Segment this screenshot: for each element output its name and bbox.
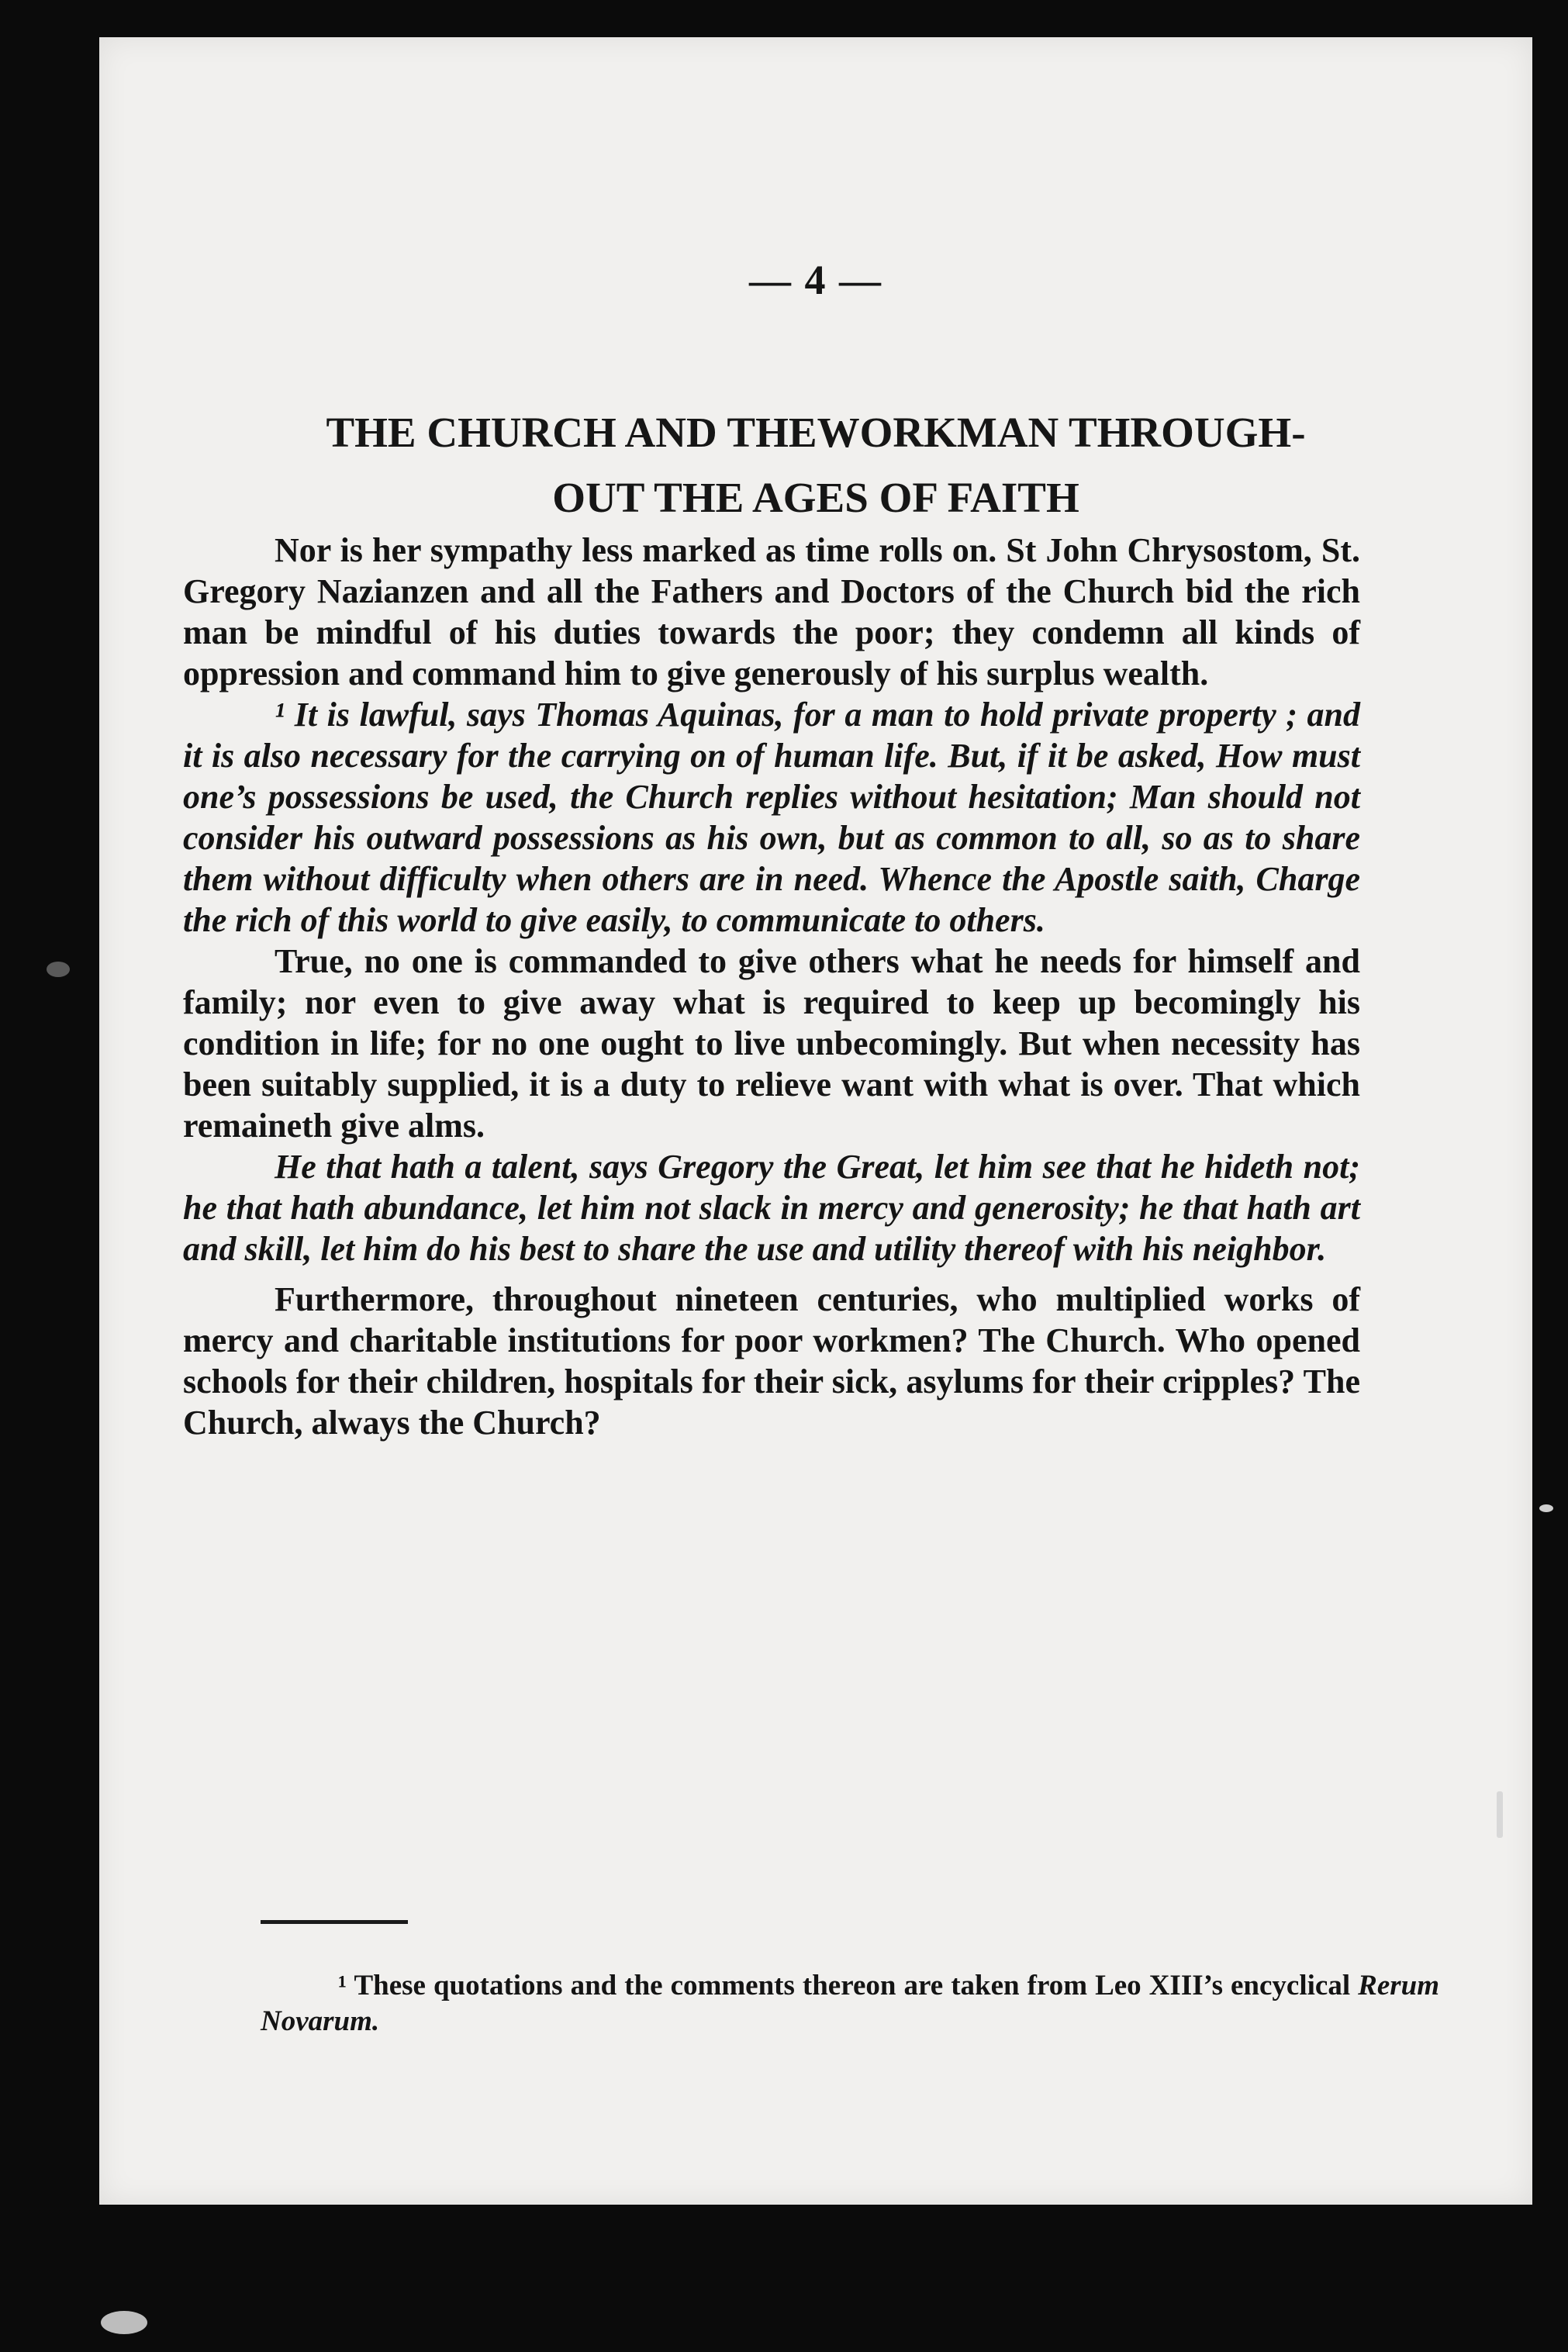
scan-speck xyxy=(1539,1504,1553,1512)
body-text xyxy=(183,530,1360,1443)
footnote-paragraph xyxy=(261,1968,1439,2039)
footnote-separator-rule xyxy=(261,1920,408,1924)
chapter-title-line-2: OUT THE AGES OF FAITH xyxy=(552,474,1079,521)
footnote-encyclical-title: Rerum Novarum. xyxy=(261,1970,1439,2037)
footnote-text: ¹ These quotations and the comments thereon are taken from Leo XIII’s encyclical xyxy=(338,1970,1351,2001)
paragraph-4-gregory-quote: He that hath a talent, says Gregory the Great, let him see that he hideth not; he that hath abundance, let him not slack in mercy and generosity; he that hath art and skill, let him do his best to share the use and utility thereof with his neighbor. xyxy=(183,1148,1360,1268)
paragraph-5: Furthermore, throughout nineteen centuries, who multiplied works of mercy and charitable institutions for poor workmen? The Church. Who opened schools for their children, hospitals for their sick, asylums for their cripples? The Church, always the Church? xyxy=(183,1280,1360,1442)
paragraph-2-aquinas-quote: ¹ It is lawful, says Thomas Aquinas, for a man to hold private property ; and it is also necessary for the carrying on of human life. But, if it be asked, How must one’s possessions be used, the Church replies without hesitation; Man should not consider his outward possessions as his own, but as common to all, so as to share them without difficulty when others are in need. Whence the Apostle saith, Charge the rich of this world to give easily, to communicate to others. xyxy=(183,696,1360,939)
chapter-title-line-1: THE CHURCH AND THEWORKMAN THROUGH- xyxy=(326,409,1306,456)
paragraph-1: Nor is her sympathy less marked as time rolls on. St John Chrysostom, St. Gregory Nazianzen and all the Fathers and Doctors of the Church bid the rich man be mindful of his duties towards the poor; they condemn all kinds of oppression and command him to give generously of his surplus wealth. xyxy=(183,531,1360,692)
paragraph-spacer xyxy=(183,1269,1360,1279)
scan-speck xyxy=(1497,1791,1503,1838)
scan-speck xyxy=(101,2311,147,2334)
paragraph-3: True, no one is commanded to give others what he needs for himself and family; nor even to give away what is required to keep up becomingly his condition in life; for no one ought to live unbecomingly. But when necessity has been suitably supplied, it is a duty to relieve want with what is over. That which remaineth give alms. xyxy=(183,942,1360,1145)
footnote xyxy=(261,1968,1439,2039)
page-number: — 4 — xyxy=(749,257,882,303)
scan-speck xyxy=(47,962,70,977)
